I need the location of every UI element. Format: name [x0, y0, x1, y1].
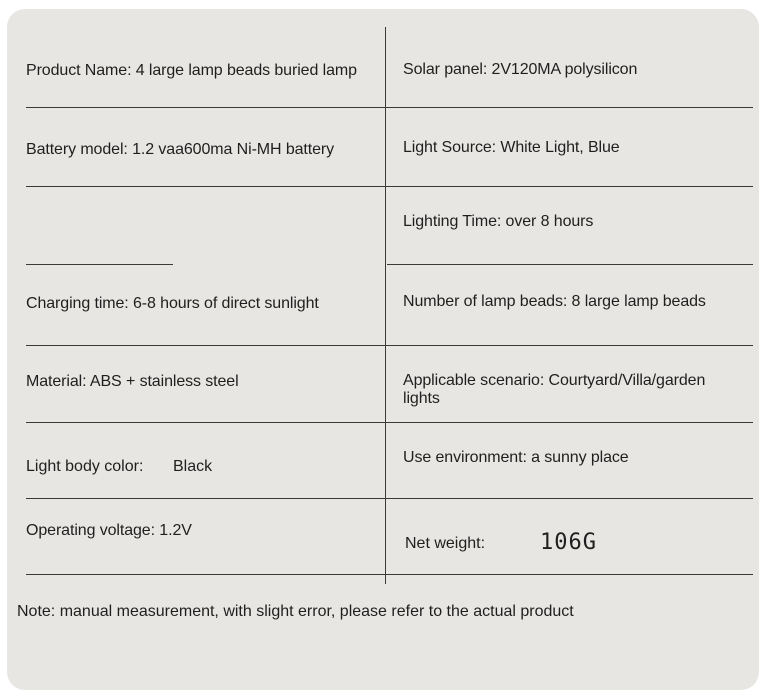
column-divider — [385, 27, 386, 584]
battery-model-cell: Battery model: 1.2 vaa600ma Ni-MH battery — [26, 141, 335, 158]
row-divider — [26, 574, 753, 575]
row-divider — [26, 264, 173, 265]
light-body-color-label: Light body color: — [26, 458, 144, 475]
charging-time-cell: Charging time: 6-8 hours of direct sunlight — [26, 295, 319, 312]
row-divider — [26, 186, 753, 187]
lamp-beads-cell: Number of lamp beads: 8 large lamp beads — [403, 293, 706, 310]
light-source-cell: Light Source: White Light, Blue — [403, 139, 620, 156]
net-weight-value: 106G — [540, 530, 597, 555]
row-divider — [387, 264, 753, 265]
row-divider — [26, 345, 753, 346]
row-divider — [26, 422, 753, 423]
product-name-cell: Product Name: 4 large lamp beads buried lamp — [26, 62, 357, 79]
spec-card — [7, 9, 759, 690]
use-environment-cell: Use environment: a sunny place — [403, 449, 629, 466]
row-divider — [26, 107, 753, 108]
light-body-color-value: Black — [173, 458, 213, 475]
material-cell: Material: ABS + stainless steel — [26, 373, 239, 390]
row-divider — [26, 498, 753, 499]
solar-panel-cell: Solar panel: 2V120MA polysilicon — [403, 61, 638, 78]
applicable-scenario-cell: Applicable scenario: Courtyard/Villa/garden lights — [403, 372, 706, 407]
operating-voltage-cell: Operating voltage: 1.2V — [26, 522, 192, 539]
footnote: Note: manual measurement, with slight error, please refer to the actual product — [17, 603, 574, 620]
net-weight-label: Net weight: — [405, 535, 486, 552]
lighting-time-cell: Lighting Time: over 8 hours — [403, 213, 594, 230]
